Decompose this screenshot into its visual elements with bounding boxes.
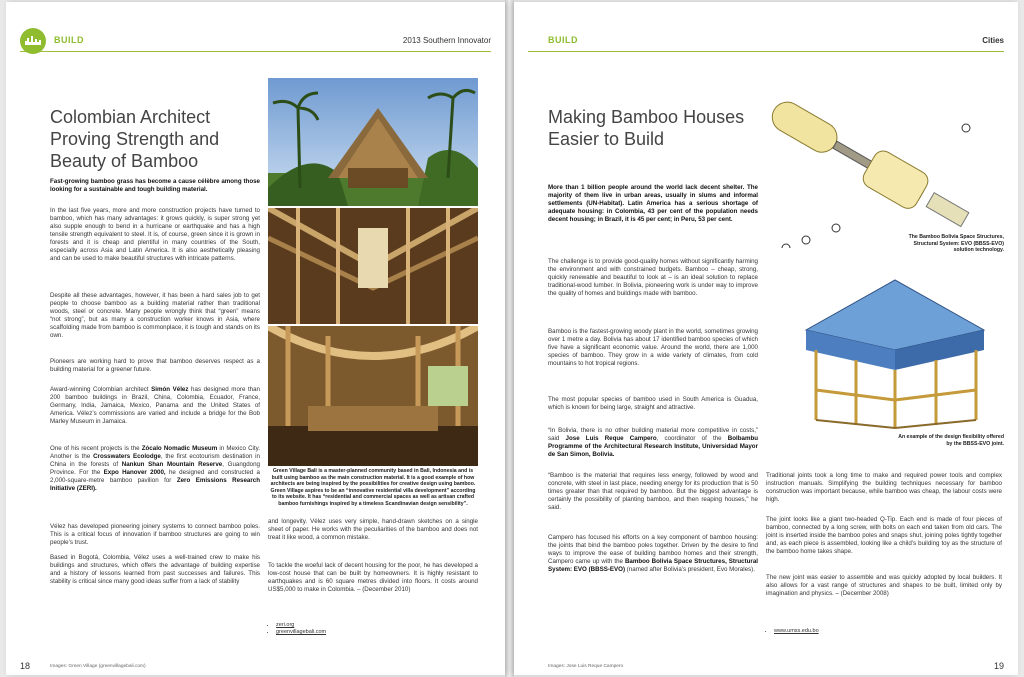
list-item[interactable]: • greenvillagebali.com — [276, 629, 476, 636]
page-number: 19 — [993, 661, 1004, 671]
paragraph: The joint looks like a giant two-headed Q-Tip. Each end is made of four pieces of bamboo, connected by a long screw, with bolts on each end taken from old cars. The joint is inserted inside the bamboo poles and snaps shut, joining poles tightly together and, as each piece is assembled, looking like a child’s building toy as the structure of the bamboo home takes shape. — [766, 516, 1002, 555]
paragraph: In the last five years, more and more construction projects have turned to bamboo, which has many advantages: it grows quickly, is super strong yet also supple enough to bend in a hurricane or earthquake and has a high tensile strength equivalent to steel. It is, of course, green since it is grown in forests and it is cheap and plentiful in many countries of the South, especially across Asia and Latin America. It is also aesthetically pleasing and can be used to make beautiful structures with intricate patterns. — [50, 207, 260, 262]
page-right — [514, 2, 1018, 675]
bamboo-interior-photo — [268, 208, 478, 324]
bamboo-house-photo — [268, 78, 478, 206]
paragraph: Campero has focused his efforts on a key component of bamboo housing: the joints that bind the bamboo poles together. Driven by the desire to find ways to improve the ease of building bamboo homes and their strength, Campero came up with the Bamboo Bolivia Space Structures, Structural System: EVO (BBSS-EVO) (named after Bolivia’s president, Evo Morales). — [548, 534, 758, 573]
paragraph: “In Bolivia, there is no other building material more competitive in costs,” said Jose Luis Reque Campero, coordinator of the Bolbambu Programme of the Architectural Research Institute, Universidad Mayor de San Simon, Bolivia. — [548, 427, 758, 458]
paragraph: Pioneers are working hard to prove that bamboo deserves respect as a building material for a greener future. — [50, 358, 260, 373]
diagram-caption: The Bamboo Bolivia Space Structures, Structural System: EVO (BBSS-EVO) solution technology. — [908, 234, 1004, 253]
article-title: Colombian Architect Proving Strength and Beauty of Bamboo — [50, 107, 220, 171]
paragraph: Traditional joints took a long time to make and required power tools and complex instruction manuals. Simplifying the building techniques necessary for bamboo construction was important because, while bamboo was cheap, the labour costs were high. — [766, 472, 1002, 503]
article-title: Making Bamboo Houses Easier to Build — [548, 107, 745, 149]
bbss-evo-joint-diagram — [746, 98, 1002, 248]
page-number: 18 — [20, 661, 31, 671]
book-gutter — [505, 0, 514, 677]
image-credit: Images: Green Village (greenvillagebali.com) — [50, 664, 146, 669]
image-caption: An example of the design flexibility offered by the BBSS-EVO joint. — [898, 434, 1004, 447]
list-item[interactable]: • zeri.org — [276, 622, 476, 629]
page-left — [6, 2, 505, 675]
bamboo-kitchen-photo — [268, 326, 478, 466]
paragraph: Bamboo is the fastest-growing woody plant in the world, sometimes growing over 1 metre a day. Bolivia has about 17 identified bamboo species of which five have a significant economic value. Around the world, there are 1,000 species of bamboo. They grow in a wide variety of climates, from cold mountains to hot tropical regions. — [548, 328, 758, 367]
running-header: 2013 Southern Innovator — [402, 36, 491, 45]
image-credit: Images: Jose Luis Reque Campero — [548, 664, 624, 669]
paragraph: “Bamboo is the material that requires less energy, followed by wood and concrete, with steel in last place, needing energy for its production that is 50 times greater than that required by bamboo. But the biggest advantage is certainly the possibility of planting bamboo, and then reaping houses,” he said. — [548, 472, 758, 511]
page-header — [20, 30, 491, 52]
paragraph: Vélez has developed pioneering joinery systems to connect bamboo poles. This is a critical focus of innovation if bamboo structures are going to win people’s trust. — [50, 523, 260, 546]
section-label: BUILD — [54, 35, 84, 45]
paragraph: Despite all these advantages, however, it has been a hard sales job to get people to choose bamboo as a building material rather than traditional woods, steel or concrete. Many people wrongly think that “green” means “not strong”, but as many a construction worker knows in Asia, where scaffolding made from bamboo is commonplace, it is tough and stands on its own. — [50, 292, 260, 339]
bamboo-house-model-image — [786, 270, 1004, 430]
paragraph: and longevity. Vélez uses very simple, hand-drawn sketches on a single sheet of paper. He works with the peculiarities of the bamboo and does not treat it like wood, a common mistake. — [268, 518, 478, 541]
running-header: Cities — [982, 36, 1004, 45]
paragraph: The new joint was easier to assemble and was quickly adopted by local builders. It also allows for a vast range of structures and shapes to be built, limited only by imagination and physics. – (December 2008) — [766, 574, 1002, 597]
link-list — [774, 628, 974, 635]
paragraph: The most popular species of bamboo used in South America is Guadua, which is known for being large, straight and attractive. — [548, 396, 758, 411]
list-item[interactable]: • www.umss.edu.bo — [774, 628, 974, 635]
paragraph: One of his recent projects is the Zócalo Nomadic Museum in Mexico City. Another is the Crosswaters Ecolodge, the first ecotourism destination in China in the forests of Nankun Shan Mountain Reserve, Guangdong Province. For the Expo Hanover 2000, he designed and constructed a 2,000-square-metre bamboo pavilion for Zero Emissions Research Initiative (ZERI). — [50, 445, 260, 492]
paragraph: To tackle the woeful lack of decent housing for the poor, he has developed a low-cost house that can be built by homeowners. It is highly resistant to earthquakes and is 60 square metres divided into floors. It costs around US$5,000 to make in Colombia. – (December 2010) — [268, 562, 478, 593]
article-lead: More than 1 billion people around the world lack decent shelter. The majority of them live in urban areas, usually in slums and informal settlements (UN-Habitat). Latin America has a serious shortage of adequate housing: in Colombia, 43 per cent of the population needs decent housing; in Brazil, it is 45 per cent; in Peru, 53 per cent. — [548, 184, 758, 223]
article-lead: Fast-growing bamboo grass has become a cause célèbre among those looking for a sustainable and tough building material. — [50, 178, 260, 193]
photo-caption: Green Village Bali is a master-planned community based in Bali, Indonesia and is built using bamboo as the main construction material. It is a good example of how architects are being inspired by the possibilities for creative design using bamboo. Green Village aspires to be an “innovative residential villa development” according to its website. It has “residential and commercial spaces as well as artisan crafted bamboo furnishings inspired by a timeless Scandinavian design sensibility”. — [270, 468, 476, 507]
link-list — [276, 622, 476, 636]
paragraph: Based in Bogotá, Colombia, Vélez uses a well-trained crew to make his buildings and structures, which offers the advantage of building expertise and a history of lessons learned from past successes and failures. This stability is critical since many good ideas suffer from a lack of stability — [50, 554, 260, 585]
city-skyline-logo-icon — [20, 28, 46, 54]
paragraph: The challenge is to provide good-quality homes without significantly harming the environment and with constrained budgets. Bamboo – cheap, strong, quickly renewable and beautiful to look at – is an ideal solution to replace traditional-wood lumber. In Bolivia, pioneering work is under way to improve the quality of homes and buildings made with bamboo. — [548, 258, 758, 297]
section-label: BUILD — [548, 35, 578, 45]
paragraph: Award-winning Colombian architect Simón Vélez has designed more than 200 bamboo buildings in Brazil, China, Colombia, Ecuador, France, Germany, India, Jamaica, Mexico, Panama and the United States of America. Vélez’s commissions are varied and include a bridge for the Bob Marley Museum in Jamaica. — [50, 386, 260, 425]
page-header — [528, 30, 1004, 52]
